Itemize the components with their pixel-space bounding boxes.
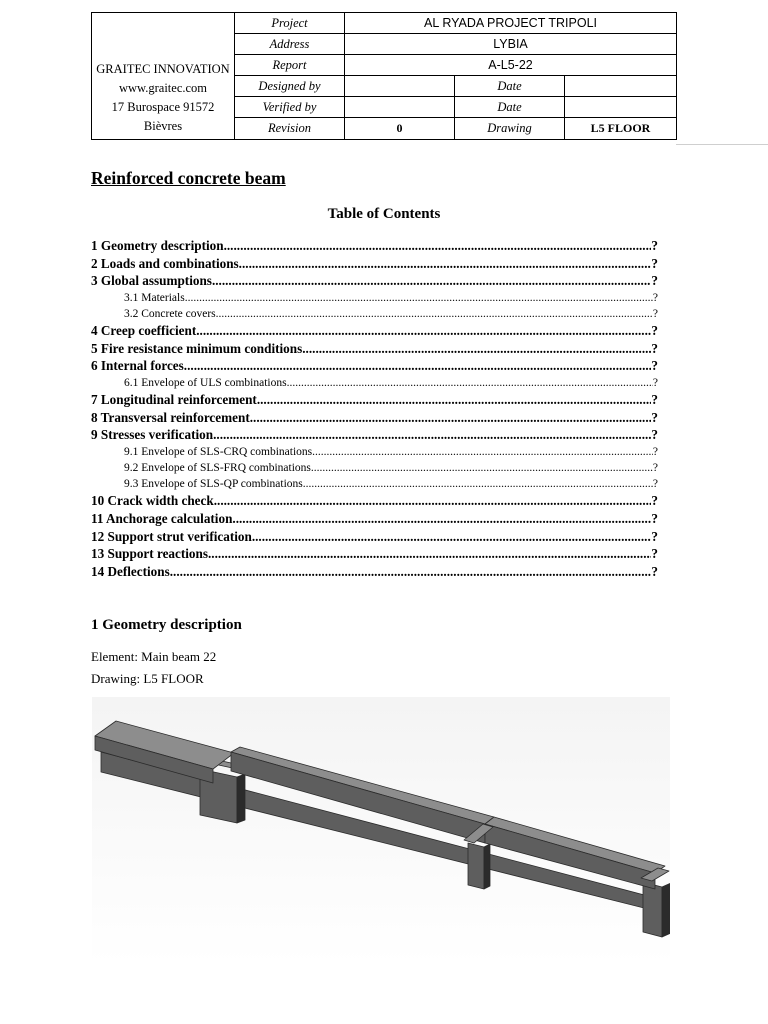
report-header-table [91, 12, 677, 140]
toc-page-number: ? [652, 291, 658, 304]
toc-page-number: ? [651, 493, 658, 509]
designed-by-value [345, 76, 455, 97]
toc-page-number: ? [651, 273, 658, 289]
toc-page-number: ? [651, 528, 658, 544]
toc-page-number: ? [651, 409, 658, 425]
column-right-side [662, 883, 670, 937]
toc-entry[interactable] [91, 237, 658, 255]
toc-leader-dots [239, 255, 652, 273]
toc-page-number: ? [651, 323, 658, 339]
toc-leader-dots [302, 340, 651, 358]
page-divider-line [676, 144, 768, 145]
toc-page-number: ? [652, 462, 658, 475]
toc-page-number: ? [652, 376, 658, 389]
revision-label: Revision [235, 118, 345, 140]
toc-entry-text: 7 Longitudinal reinforcement [91, 392, 257, 408]
column-mid-face [468, 843, 484, 889]
toc-leader-dots [196, 322, 651, 340]
toc-entry-text: 3.1 Materials [124, 291, 185, 304]
toc-page-number: ? [651, 563, 658, 579]
toc-entry-text: 12 Support strut verification [91, 528, 252, 544]
toc-entry[interactable] [91, 460, 658, 476]
toc-leader-dots [214, 492, 652, 510]
toc-page-number: ? [651, 340, 658, 356]
toc-entry-text: 13 Support reactions [91, 546, 208, 562]
verified-by-label: Verified by [235, 97, 345, 118]
toc-leader-dots [213, 426, 651, 444]
section-title-geometry: 1 Geometry description [91, 617, 242, 633]
toc-entry-text: 14 Deflections [91, 563, 170, 579]
element-line: Element: Main beam 22 [91, 649, 217, 664]
toc-entry[interactable] [91, 340, 658, 358]
toc-entry-text: 9.1 Envelope of SLS-CRQ combinations [124, 445, 313, 458]
drawing-label: Drawing [455, 118, 565, 140]
toc-page-number: ? [651, 392, 658, 408]
column-right-face [643, 882, 662, 937]
report-value: A-L5-22 [345, 55, 677, 76]
toc-leader-dots [212, 272, 651, 290]
drawing-value: L5 FLOOR [565, 118, 677, 140]
toc-entry[interactable] [91, 510, 658, 528]
date-value-designed [565, 76, 677, 97]
document-title: Reinforced concrete beam [91, 168, 286, 188]
toc-entry-text: 9.3 Envelope of SLS-QP combinations [124, 478, 303, 491]
toc-entry-text: 5 Fire resistance minimum conditions [91, 340, 303, 356]
toc-entry-text: 4 Creep coefficient [91, 323, 197, 339]
revision-value: 0 [345, 118, 455, 140]
toc-page-number: ? [651, 427, 658, 443]
toc-entry-text: 1 Geometry description [91, 238, 224, 253]
address-value: LYBIA [345, 34, 677, 55]
toc-leader-dots [208, 545, 651, 563]
date-value-verified [565, 97, 677, 118]
toc-leader-dots [224, 237, 652, 255]
toc-page-number: ? [651, 255, 658, 271]
beam-3d-view [92, 697, 670, 965]
toc-leader-dots [287, 375, 653, 391]
toc-leader-dots [185, 290, 653, 306]
toc-page-number: ? [652, 445, 658, 458]
toc-heading: Table of Contents [327, 206, 441, 222]
toc-page-number: ? [651, 546, 658, 562]
toc-page-number: ? [651, 358, 658, 374]
toc-page-number: ? [652, 307, 658, 320]
toc-entry[interactable] [91, 563, 658, 581]
toc-entry[interactable] [91, 306, 658, 322]
toc-leader-dots [303, 476, 653, 492]
toc-entry[interactable] [91, 290, 658, 306]
toc-entry[interactable] [91, 409, 658, 427]
toc-entry-text: 3 Global assumptions [91, 273, 212, 289]
toc-entry[interactable] [91, 272, 658, 290]
date-label-designed: Date [455, 76, 565, 97]
toc-entry[interactable] [91, 357, 658, 375]
address-label: Address [235, 34, 345, 55]
toc-entry[interactable] [91, 426, 658, 444]
toc-leader-dots [311, 460, 653, 476]
toc-page-number: ? [652, 478, 658, 491]
toc-entry-text: 6 Internal forces [91, 358, 184, 374]
company-name: GRAITEC INNOVATION [96, 62, 230, 76]
date-label-verified: Date [455, 97, 565, 118]
toc-leader-dots [250, 409, 652, 427]
toc-entry[interactable] [91, 255, 658, 273]
toc-entry[interactable] [91, 375, 658, 391]
company-website: www.graitec.com [118, 81, 208, 95]
designed-by-label: Designed by [235, 76, 345, 97]
column-mid-side [484, 844, 490, 889]
company-block [92, 13, 235, 140]
toc-leader-dots [216, 306, 653, 322]
report-label: Report [235, 55, 345, 76]
toc-leader-dots [257, 391, 652, 409]
project-value: AL RYADA PROJECT TRIPOLI [345, 13, 677, 34]
toc-entry-text: 9 Stresses verification [91, 427, 214, 443]
toc-entry[interactable] [91, 476, 658, 492]
toc-entry-text: 3.2 Concrete covers [124, 307, 216, 320]
column-left-side [237, 774, 245, 823]
toc-leader-dots [184, 357, 652, 375]
toc-leader-dots [312, 444, 653, 460]
toc-entry[interactable] [91, 545, 658, 563]
verified-by-value [345, 97, 455, 118]
toc-leader-dots [170, 563, 652, 581]
toc-entry-text: 9.2 Envelope of SLS-FRQ combinations [124, 462, 311, 475]
toc-entry[interactable] [91, 528, 658, 546]
toc-entry-text: 6.1 Envelope of ULS combinations [124, 376, 287, 389]
toc-leader-dots [252, 528, 652, 546]
project-label: Project [235, 13, 345, 34]
toc-entry[interactable] [91, 444, 658, 460]
table-of-contents [91, 237, 658, 580]
toc-entry[interactable] [91, 391, 658, 409]
toc-entry[interactable] [91, 492, 658, 510]
toc-entry-text: 10 Crack width check [91, 493, 214, 509]
toc-page-number: ? [651, 238, 658, 253]
toc-leader-dots [232, 510, 651, 528]
toc-entry-text: 8 Transversal reinforcement [91, 409, 250, 425]
toc-entry-text: 11 Anchorage calculation [91, 511, 233, 527]
toc-page-number: ? [651, 511, 658, 527]
toc-entry[interactable] [91, 322, 658, 340]
company-address: 17 Burospace 91572 Bièvres [111, 100, 215, 133]
drawing-line: Drawing: L5 FLOOR [91, 671, 204, 686]
toc-entry-text: 2 Loads and combinations [91, 255, 239, 271]
